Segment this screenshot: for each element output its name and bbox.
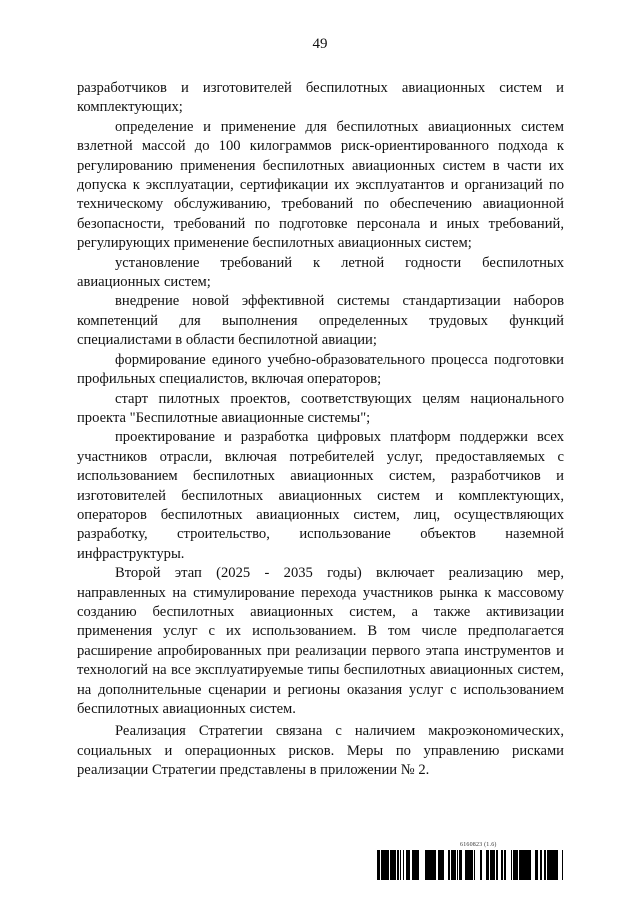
paragraph: Второй этап (2025 - 2035 годы) включает реализацию мер, направленных на стимулирование перехода участников рынка к массовому созданию беспилотных авиационных систем, а также активизации применения услуг с их использованием. В том числе предполагается расширение апробированных при реализации первого этапа инструментов и технологий на все эксплуатируемые типы беспилотных авиационных систем, на дополнительные сценарии и регионы оказания услуг с использованием беспилотных авиационных систем. — [77, 565, 564, 717]
paragraph: формирование единого учебно-образовательного процесса подготовки профильных специалистов, включая операторов; — [77, 351, 564, 388]
paragraph: определение и применение для беспилотных авиационных систем взлетной массой до 100 килограммов риск-ориентированного подхода к регулированию применения беспилотных авиационных систем в части их допуска к эксплуатации, сертификации их эксплуатантов и организаций по техническому обслуживанию, требований по обеспечению авиационной безопасности, требований по подготовке персонала и иных требований, регулирующих применение беспилотных авиационных систем; — [77, 118, 564, 252]
document-code: 6160823 (1.6) — [460, 842, 497, 848]
paragraph: внедрение новой эффективной системы стандартизации наборов компетенций для выполнения определенных трудовых функций специалистами в области беспилотной авиации; — [77, 293, 564, 349]
paragraph: проектирование и разработка цифровых платформ поддержки всех участников отрасли, включая потребителей услуг, предоставляемых с использованием беспилотных авиационных систем, разработчиков и изготовителей беспилотных авиационных систем и комплектующих, операторов беспилотных авиационных систем, лиц, осуществляющих разработку, строительство, использование объектов наземной инфраструктуры. — [77, 429, 564, 562]
barcode-icon — [377, 850, 565, 880]
paragraph: разработчиков и изготовителей беспилотных авиационных систем и комплектующих; — [77, 80, 564, 116]
paragraph: Реализация Стратегии связана с наличием макроэкономических, социальных и операционных рисков. Меры по управлению рисками реализации Стратегии представлены в приложении № 2. — [77, 723, 564, 779]
paragraph: установление требований к летной годности беспилотных авиационных систем; — [77, 254, 564, 291]
paragraph: старт пилотных проектов, соответствующих целям национального проекта "Беспилотные авиационные системы"; — [77, 390, 564, 426]
document-body — [77, 79, 564, 781]
page-number: 49 — [312, 36, 328, 52]
